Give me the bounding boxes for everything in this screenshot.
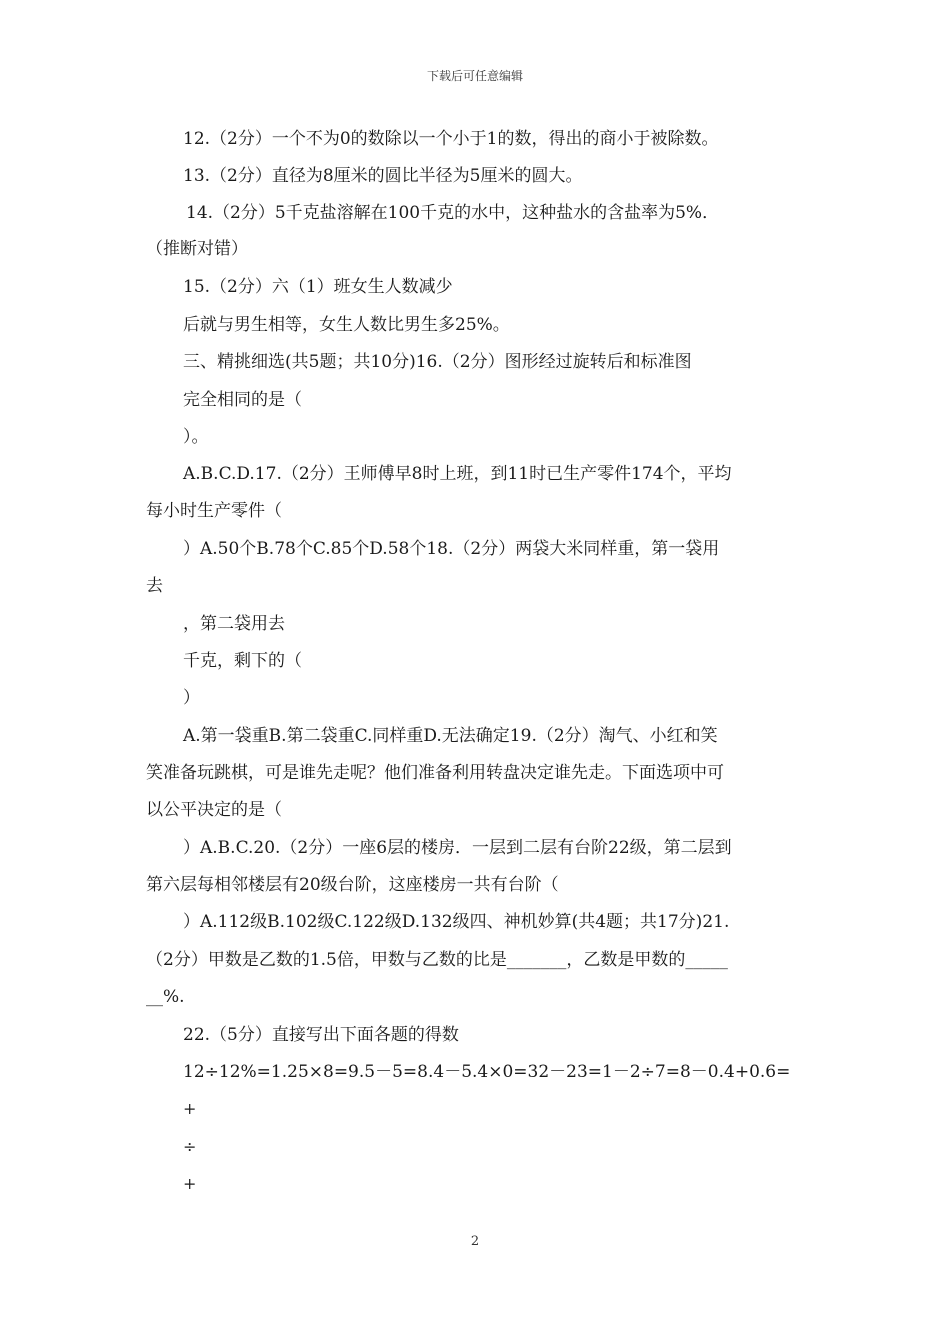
- question-19: A.第一袋重B.第二袋重C.同样重D.无法确定19.（2分）淘气、小红和笑: [183, 726, 718, 746]
- question-18: ）A.50个B.78个C.85个D.58个18.（2分）两袋大米同样重，第一袋用: [183, 539, 720, 559]
- question-20-cont: 第六层每相邻楼层有20级台阶，这座楼房一共有台阶（: [146, 875, 559, 895]
- question-21-end: __%.: [146, 987, 185, 1007]
- divide-symbol: ÷: [183, 1137, 197, 1156]
- question-12: 12.（2分）一个不为0的数除以一个小于1的数，得出的商小于被除数。: [183, 129, 719, 149]
- question-19-cont: 笑准备玩跳棋，可是谁先走呢？他们准备利用转盘决定谁先走。下面选项中可: [146, 763, 724, 783]
- question-18-cont: 去: [146, 576, 163, 596]
- question-18-line3: 千克，剩下的（: [183, 651, 302, 671]
- page-header-note: 下载后可任意编辑: [426, 69, 523, 83]
- question-14-note: （推断对错）: [146, 239, 248, 259]
- question-13: 13.（2分）直径为8厘米的圆比半径为5厘米的圆大。: [183, 166, 583, 186]
- page-number: 2: [470, 1234, 480, 1249]
- question-20: ）A.B.C.20.（2分）一座6层的楼房．一层到二层有台阶22级，第二层到: [183, 838, 732, 858]
- question-22-expressions: 12÷12%=1.25×8=9.5－5=8.4－5.4×0=32－23=1－2÷7=8－0.4+0.6=: [183, 1062, 791, 1082]
- question-22: 22.（5分）直接写出下面各题的得数: [183, 1025, 459, 1045]
- section-4-question-21: ）A.112级B.102级C.122级D.132级四、神机妙算(共4题；共17分)21.: [183, 912, 730, 932]
- question-18-line2: ，第二袋用去: [183, 614, 285, 634]
- plus-symbol-2: +: [183, 1174, 197, 1193]
- question-16-cont: 完全相同的是（: [183, 390, 302, 410]
- question-19-end: 以公平决定的是（: [146, 800, 282, 820]
- plus-symbol-1: +: [183, 1099, 197, 1118]
- question-16-end: ）。: [183, 427, 209, 447]
- question-17-cont: 每小时生产零件（: [146, 501, 282, 521]
- question-14: 14.（2分）5千克盐溶解在100千克的水中，这种盐水的含盐率为5%．: [186, 203, 720, 223]
- question-15-cont: 后就与男生相等，女生人数比男生多25%。: [183, 315, 510, 335]
- question-17: A.B.C.D.17.（2分）王师傅早8时上班，到11时已生产零件174个，平均: [183, 464, 732, 484]
- question-18-end: ）: [183, 688, 200, 708]
- question-15: 15.（2分）六（1）班女生人数减少: [183, 277, 453, 297]
- question-21-cont: （2分）甲数是乙数的1.5倍，甲数与乙数的比是_______，乙数是甲数的_____: [146, 950, 728, 970]
- section-3-question-16: 三、精挑细选(共5题；共10分)16.（2分）图形经过旋转后和标准图: [183, 352, 692, 372]
